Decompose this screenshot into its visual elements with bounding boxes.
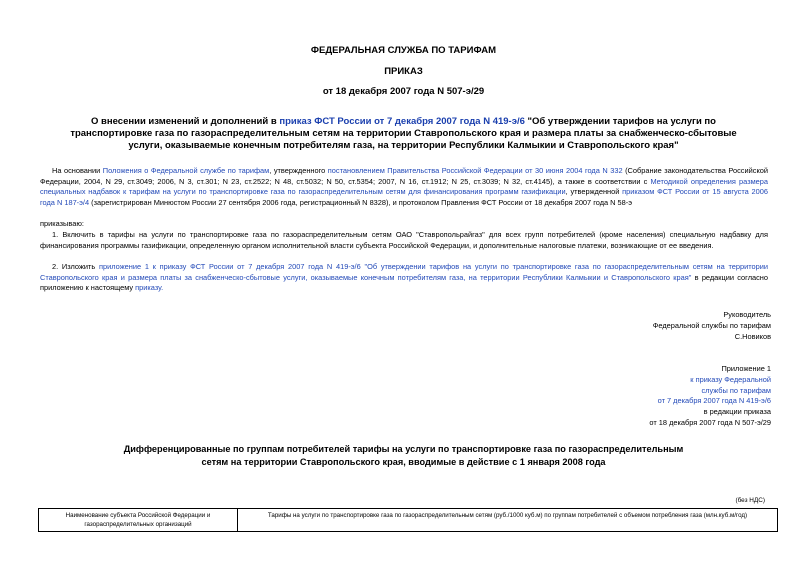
title-link-prikaz-419[interactable]: приказ ФСТ России от 7 декабря 2007 года N 419-э/6 <box>279 116 525 127</box>
link-methodology[interactable]: Методикой определения размера специальных надбавок к тарифам на услуги по транспортировке газа по газораспределительным сетям для финансирования программ газификации <box>40 176 768 197</box>
document-type: ПРИКАЗ <box>384 66 423 77</box>
tariff-table <box>38 508 778 532</box>
document-date: от 18 декабря 2007 года N 507-э/29 <box>322 86 485 97</box>
signature-position: Руководитель <box>723 310 771 319</box>
vat-note: (без НДС) <box>735 497 765 504</box>
link-fst-regulation[interactable]: Положения о Федеральной службе по тарифам <box>102 166 270 175</box>
table-header-row <box>39 509 778 532</box>
annex-edition-date: от 18 декабря 2007 года N 507-э/29 <box>649 417 771 427</box>
order-item-2 <box>40 262 768 294</box>
item2-text-1: 2. Изложить <box>52 262 96 271</box>
annex-link-line-1[interactable]: к приказу Федеральной <box>690 374 771 384</box>
item2-text-2: в редакции согласно приложению к настоящему <box>40 272 769 293</box>
signature-name: С.Новиков <box>734 331 771 341</box>
agency-name: ФЕДЕРАЛЬНАЯ СЛУЖБА ПО ТАРИФАМ <box>310 45 497 56</box>
prikazyvayu-label: приказываю: <box>40 219 84 228</box>
title-prefix: О внесении изменений и дополнений в <box>91 116 277 127</box>
signature-agency: Федеральной службы по тарифам <box>652 320 771 330</box>
preamble-text-1: На основании <box>52 166 101 175</box>
preamble-text-3: (Собрание законодательства Российской Федерации, 2004, N 29, ст.3049; 2006, N 3, ст.301; N 23, ст.2522; N 48, ст.5032; N 50, ст.5354; 2007, N 16, ст.1912; N 25, ст.3039; N 32, ст.4145), а также в соответствии с <box>40 166 769 186</box>
preamble-text-5: (зарегистрирован Минюстом России 27 сентября 2006 года, регистрационный N 8328), и протоколом Правления ФСТ России от 18 декабря 2007 года N 58-э <box>91 197 633 207</box>
link-prikaz[interactable]: приказу. <box>135 283 164 293</box>
table-header-tariffs: Тарифы на услуги по транспортировке газа по газораспределительным сетям (руб./1000 куб.м) по группам потребителей с объемом потребления газа (млн.куб.м/год) <box>238 509 778 532</box>
preamble-paragraph <box>40 166 768 208</box>
annex-title <box>0 443 807 468</box>
annex-link-line-3[interactable]: от 7 декабря 2007 года N 419-э/6 <box>657 396 771 406</box>
annex-link-line-2[interactable]: службы по тарифам <box>701 385 771 395</box>
annex-number: Приложение 1 <box>721 364 771 373</box>
annex-title-line-1: Дифференцированные по группам потребителей тарифы на услуги по транспортировке газа по газораспределительным <box>123 444 684 454</box>
annex-reference <box>649 364 771 429</box>
preamble-text-2: , утвержденного <box>269 166 326 175</box>
link-prikaz-187[interactable]: приказом ФСТ России от 15 августа 2006 года N 187-э/4 <box>40 187 768 207</box>
link-annex-1-prikaz-419[interactable]: приложение 1 к приказу ФСТ России от 7 декабря 2007 года N 419-э/6 "Об утверждении тарифов на услуги по транспортировке газа по газораспределительным сетям на территории Ставропольского края и размера платы за снабженческо-сбытовые услуги, оказываемые конечным потребителям газа, на территории Республики Калмыкии и Ставропольского края" <box>40 262 768 282</box>
signature-block <box>653 310 771 342</box>
preamble-text-4: , утвержденной <box>565 187 620 197</box>
document-title <box>62 116 745 152</box>
order-item-1: 1. Включить в тарифы на услуги по транспортировке газа по газораспределительным сетям ОАО "Ставропольрайгаз" для всех групп потребителей (кроме населения) специальную надбавку для финансирования программы газификации, определенную органом исполнительной власти субъекта Российской Федерации, и дополнительные налоговые платежи, возникающие от ее введения. <box>40 230 768 250</box>
table-header-subject: Наименование субъекта Российской Федерации и газораспределительных организаций <box>39 509 238 532</box>
annex-edition-label: в редакции приказа <box>703 407 771 417</box>
link-government-decree-332[interactable]: постановлением Правительства Российской Федерации от 30 июня 2004 года N 332 <box>327 166 623 175</box>
title-rest: "Об утверждении тарифов на услуги по транспортировке газа по газораспределительным сетям на территории Ставропольского края и размера платы за снабженческо-сбытовые услуги, оказываемые конечным потребителям газа, на территории Республики Калмыкии и Ставропольского края" <box>70 116 737 151</box>
annex-title-line-2: сетям на территории Ставропольского края, вводимые в действие с 1 января 2008 года <box>201 456 606 467</box>
